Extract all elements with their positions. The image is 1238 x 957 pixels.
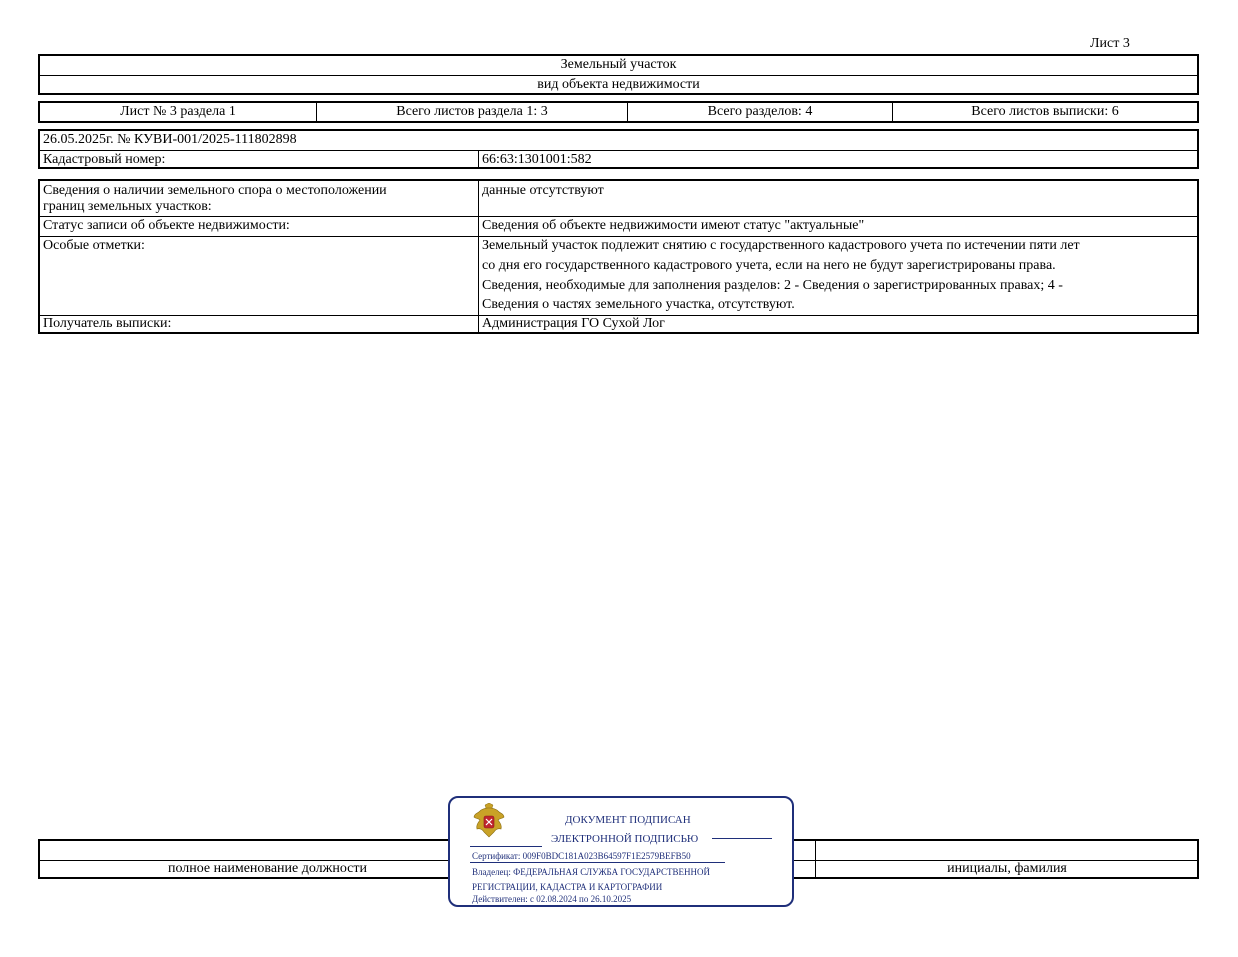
notes-line-4: Сведения о частях земельного участка, отсутствуют. <box>482 297 795 312</box>
status-value: Сведения об объекте недвижимости имеют статус "актуальные" <box>482 218 865 233</box>
stamp-owner-2: РЕГИСТРАЦИИ, КАДАСТРА И КАРТОГРАФИИ <box>472 882 663 892</box>
record-block <box>38 129 1199 169</box>
divider <box>40 150 1197 151</box>
stamp-title-2: ЭЛЕКТРОННОЙ ПОДПИСЬЮ <box>551 833 699 845</box>
total-sheets-extract: Всего листов выписки: 6 <box>971 104 1119 119</box>
status-label: Статус записи об объекте недвижимости: <box>43 218 290 233</box>
sheet-of-section: Лист № 3 раздела 1 <box>120 104 236 119</box>
divider <box>40 75 1197 76</box>
name-caption: инициалы, фамилия <box>947 861 1067 876</box>
column-divider <box>478 181 479 332</box>
recipient-value: Администрация ГО Сухой Лог <box>482 316 665 331</box>
russian-coat-of-arms-icon <box>472 803 506 841</box>
object-type-header <box>38 54 1199 95</box>
stamp-line-left <box>470 846 542 847</box>
dispute-label-line1: Сведения о наличии земельного спора о местоположении <box>43 183 387 198</box>
recipient-label: Получатель выписки: <box>43 316 172 331</box>
stamp-line-right <box>712 838 772 839</box>
object-type-value: Земельный участок <box>560 57 677 72</box>
position-caption: полное наименование должности <box>167 861 368 876</box>
divider <box>478 150 479 169</box>
stamp-line-cert <box>470 862 725 863</box>
divider <box>40 216 1197 217</box>
cadastral-label: Кадастровый номер: <box>43 152 166 167</box>
dispute-label-line2: границ земельных участков: <box>43 199 212 214</box>
stamp-certificate: Сертификат: 009F0BDC181A023B64597F1E2579BEFB50 <box>472 851 691 861</box>
dispute-value: данные отсутствуют <box>482 183 604 198</box>
stamp-validity: Действителен: с 02.08.2024 по 26.10.2025 <box>472 894 632 904</box>
notes-label: Особые отметки: <box>43 238 145 253</box>
total-sheets-section: Всего листов раздела 1: 3 <box>396 104 548 119</box>
cadastral-number: 66:63:1301001:582 <box>482 152 592 167</box>
sections-row <box>38 101 1199 123</box>
notes-line-3: Сведения, необходимые для заполнения разделов: 2 - Сведения о зарегистрированных правах; 4 - <box>482 278 1063 293</box>
divider <box>40 236 1197 237</box>
sheet-number: Лист 3 <box>1090 36 1130 51</box>
notes-line-2: со дня его государственного кадастрового учета, если на него не будут зарегистрированы права. <box>482 258 1056 273</box>
total-sections: Всего разделов: 4 <box>707 104 813 119</box>
details-block <box>38 179 1199 334</box>
electronic-signature-stamp <box>448 796 794 907</box>
object-type-caption: вид объекта недвижимости <box>537 77 700 92</box>
record-date-number: 26.05.2025г. № КУВИ-001/2025-111802898 <box>43 132 297 147</box>
notes-line-1: Земельный участок подлежит снятию с государственного кадастрового учета по истечении пяти лет <box>482 238 1080 253</box>
stamp-title-1: ДОКУМЕНТ ПОДПИСАН <box>565 814 691 826</box>
stamp-owner-1: Владелец: ФЕДЕРАЛЬНАЯ СЛУЖБА ГОСУДАРСТВЕННОЙ <box>472 867 711 877</box>
